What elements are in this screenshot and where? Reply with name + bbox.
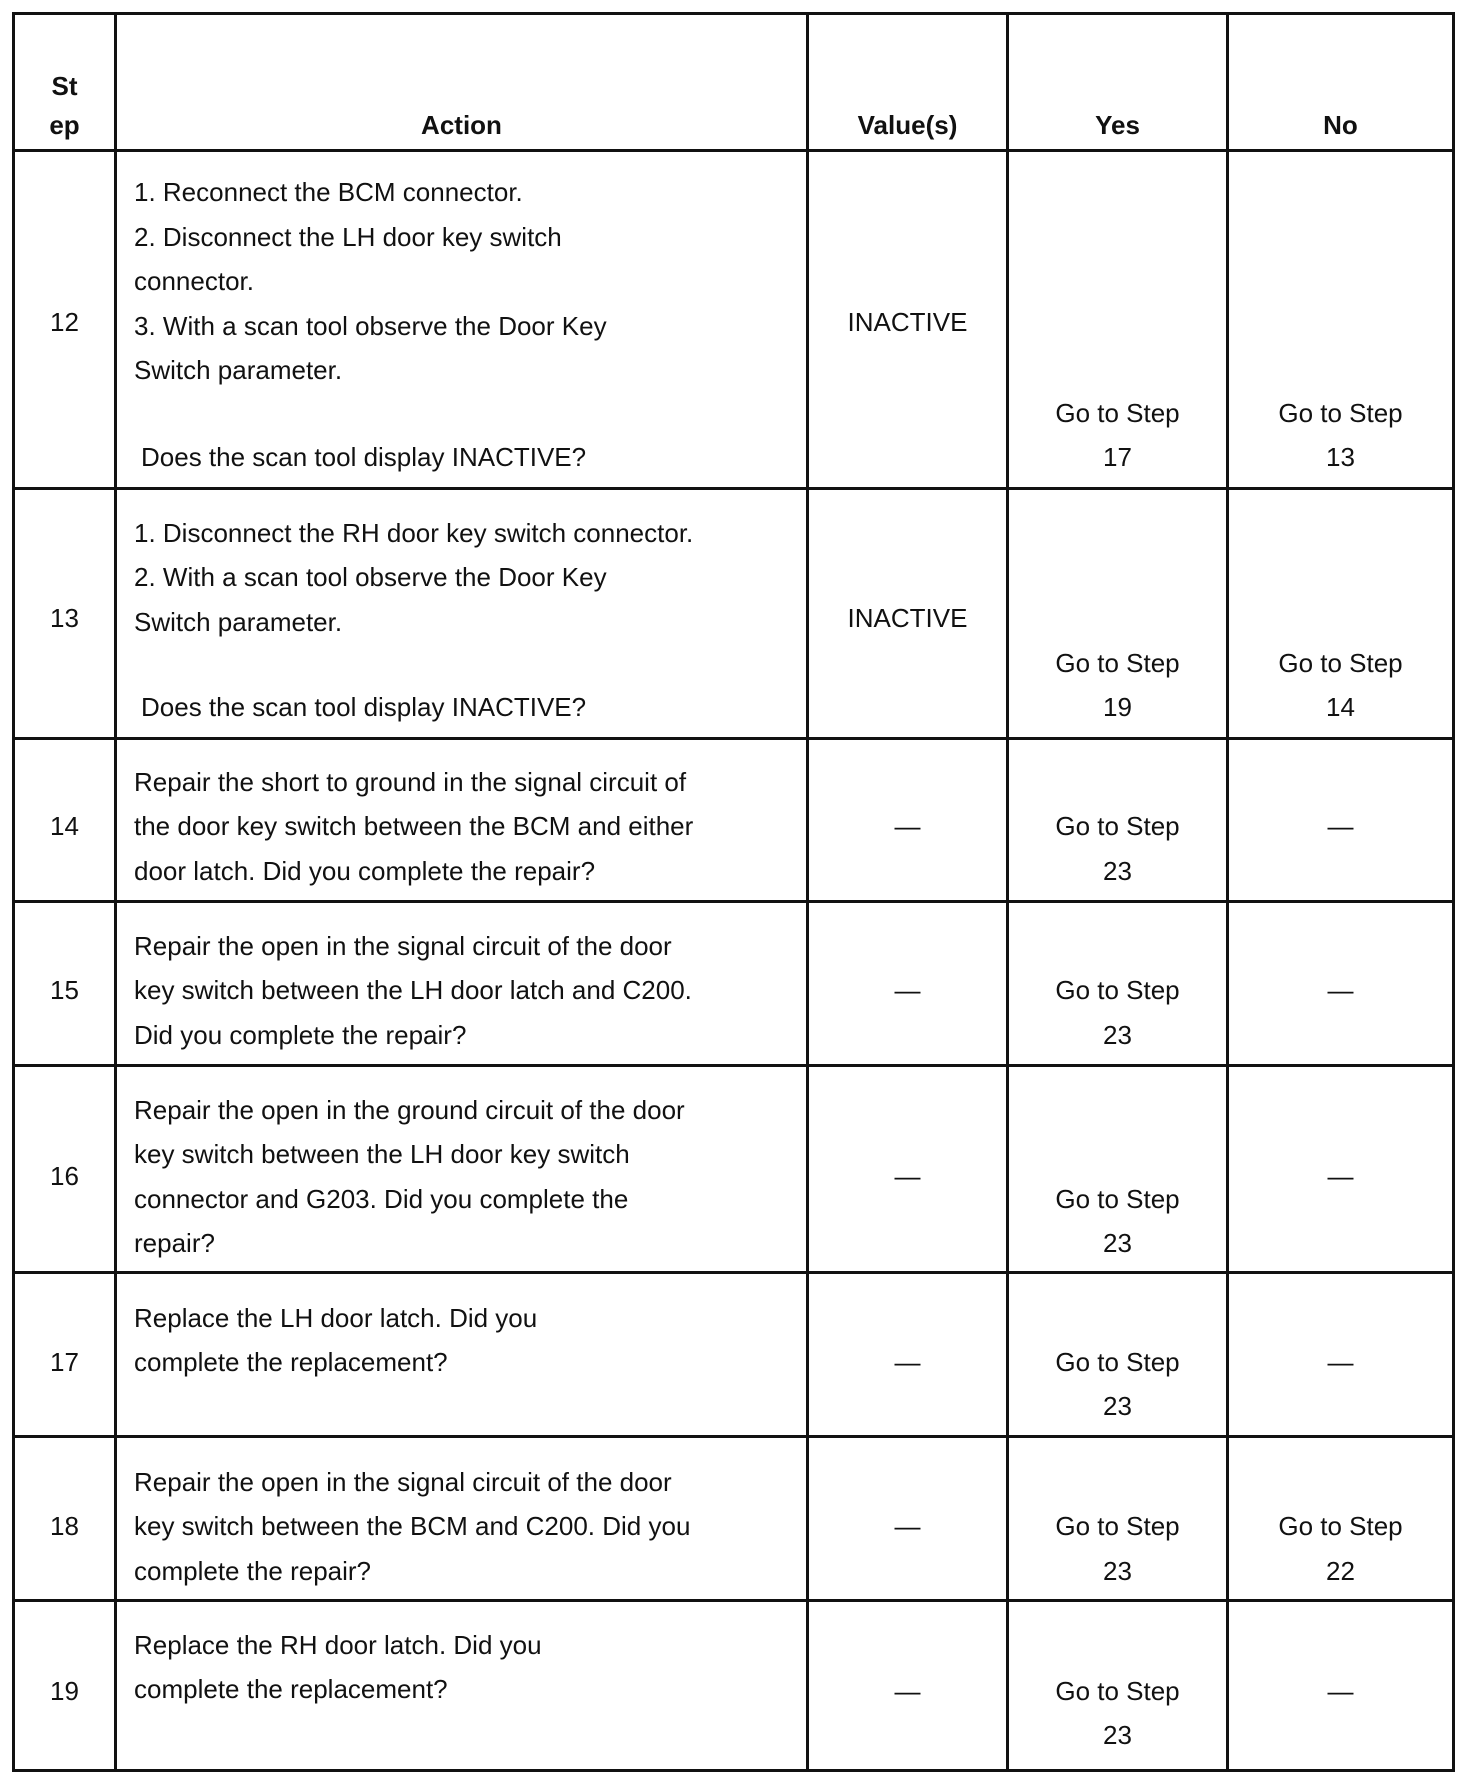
- table-border-bottom: [12, 1769, 1455, 1772]
- header-values: Value(s): [857, 110, 958, 140]
- action-line: connector and G203. Did you complete the: [134, 1184, 629, 1214]
- header-yes: Yes: [1095, 110, 1140, 140]
- header-action: Action: [421, 110, 502, 140]
- action-line: Repair the open in the signal circuit of the door: [134, 931, 672, 961]
- action-line: Repair the open in the signal circuit of the door: [134, 1467, 672, 1497]
- value-cell: —: [894, 975, 921, 1005]
- action-line: key switch between the LH door key switch: [134, 1139, 630, 1169]
- row-divider: [12, 487, 1455, 490]
- header-no: No: [1323, 110, 1358, 140]
- step-number: 15: [50, 975, 79, 1005]
- no-cell: —: [1327, 975, 1354, 1005]
- action-line: complete the repair?: [134, 1556, 372, 1586]
- action-line: Replace the LH door latch. Did you: [134, 1303, 538, 1333]
- action-line: repair?: [134, 1228, 215, 1258]
- action-line: key switch between the LH door latch and C200.: [134, 975, 692, 1005]
- no-cell: —: [1327, 811, 1354, 841]
- header-step-line2: ep: [49, 110, 80, 140]
- step-number: 12: [50, 307, 79, 337]
- step-number: 14: [50, 811, 79, 841]
- row-divider: [12, 1435, 1455, 1438]
- action-line: complete the replacement?: [134, 1347, 448, 1377]
- action-line: Did you complete the repair?: [134, 1020, 467, 1050]
- action-line: Replace the RH door latch. Did you: [134, 1630, 542, 1660]
- table-border-right: [1452, 12, 1455, 1772]
- diagnostic-table: [12, 12, 1455, 1772]
- yes-cell-step: 23: [1103, 1228, 1132, 1258]
- action-line: Repair the open in the ground circuit of the door: [134, 1095, 685, 1125]
- value-cell: —: [894, 1511, 921, 1541]
- no-cell: —: [1327, 1347, 1354, 1377]
- no-cell: Go to Step: [1278, 398, 1403, 428]
- yes-cell-step: 23: [1103, 856, 1132, 886]
- no-cell: Go to Step: [1278, 1511, 1403, 1541]
- no-cell-step: 13: [1326, 442, 1355, 472]
- yes-cell: Go to Step: [1055, 648, 1180, 678]
- step-number: 17: [50, 1347, 79, 1377]
- step-number: 16: [50, 1161, 79, 1191]
- value-cell: —: [894, 1347, 921, 1377]
- step-number: 13: [50, 603, 79, 633]
- value-cell: —: [894, 1676, 921, 1706]
- action-line: 1. Reconnect the BCM connector.: [134, 177, 523, 207]
- row-divider: [12, 737, 1455, 740]
- value-cell: INACTIVE: [847, 307, 968, 337]
- yes-cell: Go to Step: [1055, 1347, 1180, 1377]
- action-line: Switch parameter.: [134, 607, 343, 637]
- yes-cell-step: 23: [1103, 1020, 1132, 1050]
- action-question: Does the scan tool display INACTIVE?: [141, 692, 587, 722]
- yes-cell: Go to Step: [1055, 1676, 1180, 1706]
- yes-cell-step: 19: [1103, 692, 1132, 722]
- value-cell: INACTIVE: [847, 603, 968, 633]
- row-divider: [12, 1271, 1455, 1274]
- value-cell: —: [894, 811, 921, 841]
- action-line: door latch. Did you complete the repair?: [134, 856, 596, 886]
- table-border-top: [12, 12, 1455, 15]
- action-line: Repair the short to ground in the signal circuit of: [134, 767, 687, 797]
- action-line: 3. With a scan tool observe the Door Key: [134, 311, 607, 341]
- yes-cell-step: 23: [1103, 1391, 1132, 1421]
- action-line: connector.: [134, 266, 254, 296]
- no-cell: —: [1327, 1676, 1354, 1706]
- row-divider: [12, 900, 1455, 903]
- no-cell-step: 22: [1326, 1556, 1355, 1586]
- no-cell: —: [1327, 1161, 1354, 1191]
- column-divider: [114, 12, 117, 1772]
- step-number: 18: [50, 1511, 79, 1541]
- action-line: 2. With a scan tool observe the Door Key: [134, 562, 607, 592]
- yes-cell: Go to Step: [1055, 1511, 1180, 1541]
- action-line: 1. Disconnect the RH door key switch connector.: [134, 518, 694, 548]
- row-divider: [12, 1064, 1455, 1067]
- yes-cell: Go to Step: [1055, 975, 1180, 1005]
- yes-cell-step: 23: [1103, 1556, 1132, 1586]
- yes-cell-step: 23: [1103, 1720, 1132, 1750]
- action-line: complete the replacement?: [134, 1674, 448, 1704]
- no-cell: Go to Step: [1278, 648, 1403, 678]
- row-divider: [12, 149, 1455, 152]
- no-cell-step: 14: [1326, 692, 1355, 722]
- yes-cell: Go to Step: [1055, 1184, 1180, 1214]
- row-divider: [12, 1599, 1455, 1602]
- action-line: key switch between the BCM and C200. Did you: [134, 1511, 691, 1541]
- step-number: 19: [50, 1676, 79, 1706]
- yes-cell: Go to Step: [1055, 398, 1180, 428]
- action-line: the door key switch between the BCM and either: [134, 811, 694, 841]
- header-step-line1: St: [51, 71, 78, 101]
- action-question: Does the scan tool display INACTIVE?: [141, 442, 587, 472]
- yes-cell-step: 17: [1103, 442, 1132, 472]
- action-line: Switch parameter.: [134, 355, 343, 385]
- value-cell: —: [894, 1161, 921, 1191]
- action-line: 2. Disconnect the LH door key switch: [134, 222, 562, 252]
- yes-cell: Go to Step: [1055, 811, 1180, 841]
